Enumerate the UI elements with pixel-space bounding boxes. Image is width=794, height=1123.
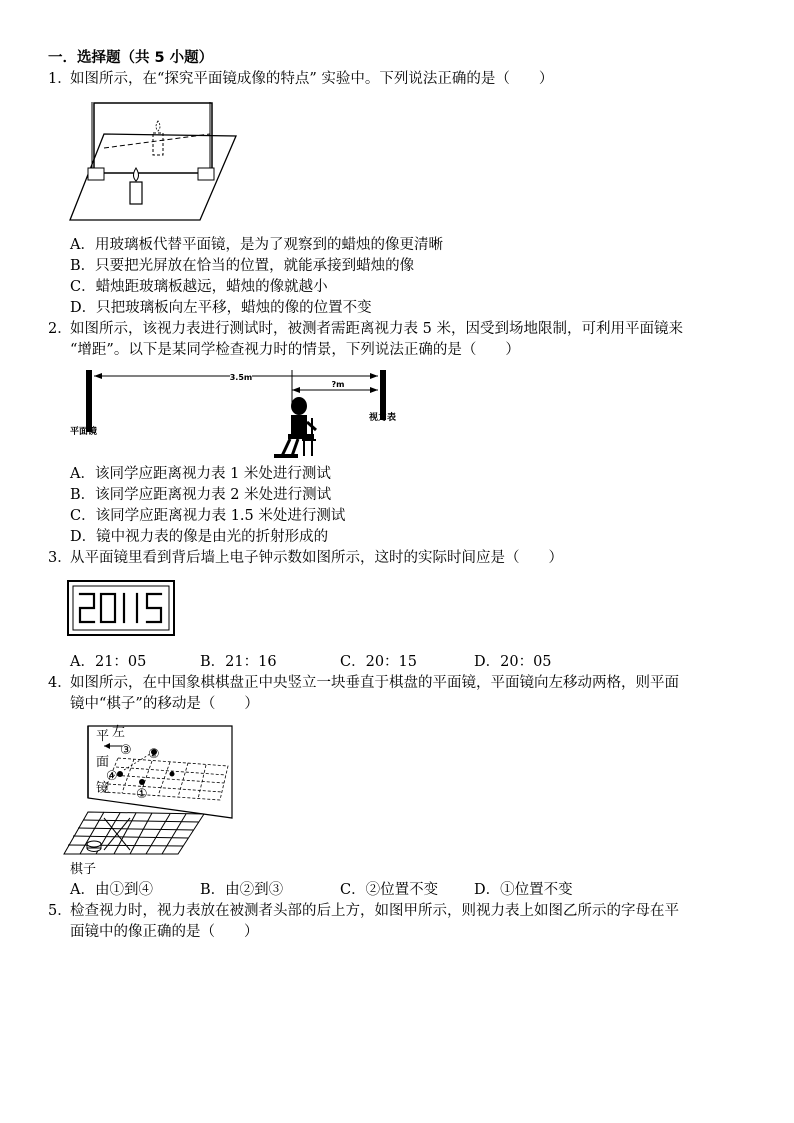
q4-option-c: C．②位置不变 [340, 882, 439, 898]
q4-pos3-label: ③ [120, 743, 132, 758]
q2-option-a: A．该同学应距离视力表 1 米处进行测试 [70, 466, 331, 482]
q4-pos4-label: ④ [106, 769, 118, 784]
q4-stem-line2: 镜中“棋子”的移动是（ ） [70, 696, 259, 712]
q2-option-c: C．该同学应距离视力表 1.5 米处进行测试 [70, 508, 346, 524]
q3-mirrored-clock-figure [67, 580, 175, 636]
q4-stem-line1: 如图所示，在中国象棋棋盘正中央竖立一块垂直于棋盘的平面镜，平面镜向左移动两格，则平面 [70, 675, 679, 691]
q2-stem-line2: “增距”。以下是某同学检查视力时的情景，下列说法正确的是（ ） [70, 342, 520, 358]
q3-option-c: C．20：15 [340, 654, 417, 670]
q1-option-b: B．只要把光屏放在恰当的位置，就能承接到蜡烛的像 [70, 258, 415, 274]
q5-number: 5． [48, 903, 72, 919]
q2-distance-label: 3.5m [229, 373, 253, 382]
section-title: 一．选择题（共 5 小题） [48, 50, 214, 66]
q2-stem-line1: 如图所示，该视力表进行测试时，被测者需距离视力表 5 米，因受到场地限制，可利用平面镜来 [70, 321, 683, 337]
q3-option-a: A．21：05 [70, 654, 147, 670]
q2-eye-test-figure [66, 364, 416, 464]
q2-option-b: B．该同学应距离视力表 2 米处进行测试 [70, 487, 332, 503]
q1-stem: 如图所示，在“探究平面镜成像的特点” 实验中。下列说法正确的是（ ） [70, 71, 554, 87]
q1-option-c: C．蜡烛距玻璃板越远，蜡烛的像就越小 [70, 279, 328, 295]
q2-unknown-distance-label: ?m [331, 380, 345, 389]
q1-number: 1． [48, 71, 72, 87]
q1-mirror-experiment-figure [68, 98, 238, 226]
q2-option-d: D．镜中视力表的像是由光的折射形成的 [70, 529, 329, 545]
q4-number: 4． [48, 675, 72, 691]
q3-number: 3． [48, 550, 72, 566]
q4-option-d: D．①位置不变 [474, 882, 573, 898]
q3-option-d: D．20：05 [474, 654, 552, 670]
q4-option-a: A．由①到④ [70, 882, 153, 898]
q3-stem: 从平面镜里看到背后墙上电子钟示数如图所示，这时的实际时间应是（ ） [70, 550, 563, 566]
q5-stem-line2: 面镜中的像正确的是（ ） [70, 924, 259, 940]
q4-piece-label: 棋子 [70, 862, 97, 877]
q3-option-b: B．21：16 [200, 654, 277, 670]
q1-option-a: A．用玻璃板代替平面镜，是为了观察到的蜡烛的像更清晰 [70, 237, 443, 253]
q4-mirror-label-3: 镜 [96, 781, 110, 796]
q4-option-b: B．由②到③ [200, 882, 284, 898]
q4-pos2-label: ② [148, 747, 160, 762]
q2-number: 2． [48, 321, 72, 337]
q4-mirror-label-2: 面 [96, 755, 110, 770]
q2-mirror-label: 平面镜 [70, 427, 98, 437]
q4-pos1-label: ① [136, 787, 148, 802]
q5-stem-line1: 检查视力时，视力表放在被测者头部的后上方，如图甲所示，则视力表上如图乙所示的字母在平 [70, 903, 679, 919]
q1-option-d: D．只把玻璃板向左平移，蜡烛的像的位置不变 [70, 300, 372, 316]
q4-mirror-label-1: 平 [96, 729, 110, 744]
q4-left-label: 左 [112, 725, 126, 740]
q4-chessboard-mirror-figure [60, 718, 260, 878]
q2-chart-label: 视力表 [369, 413, 397, 423]
